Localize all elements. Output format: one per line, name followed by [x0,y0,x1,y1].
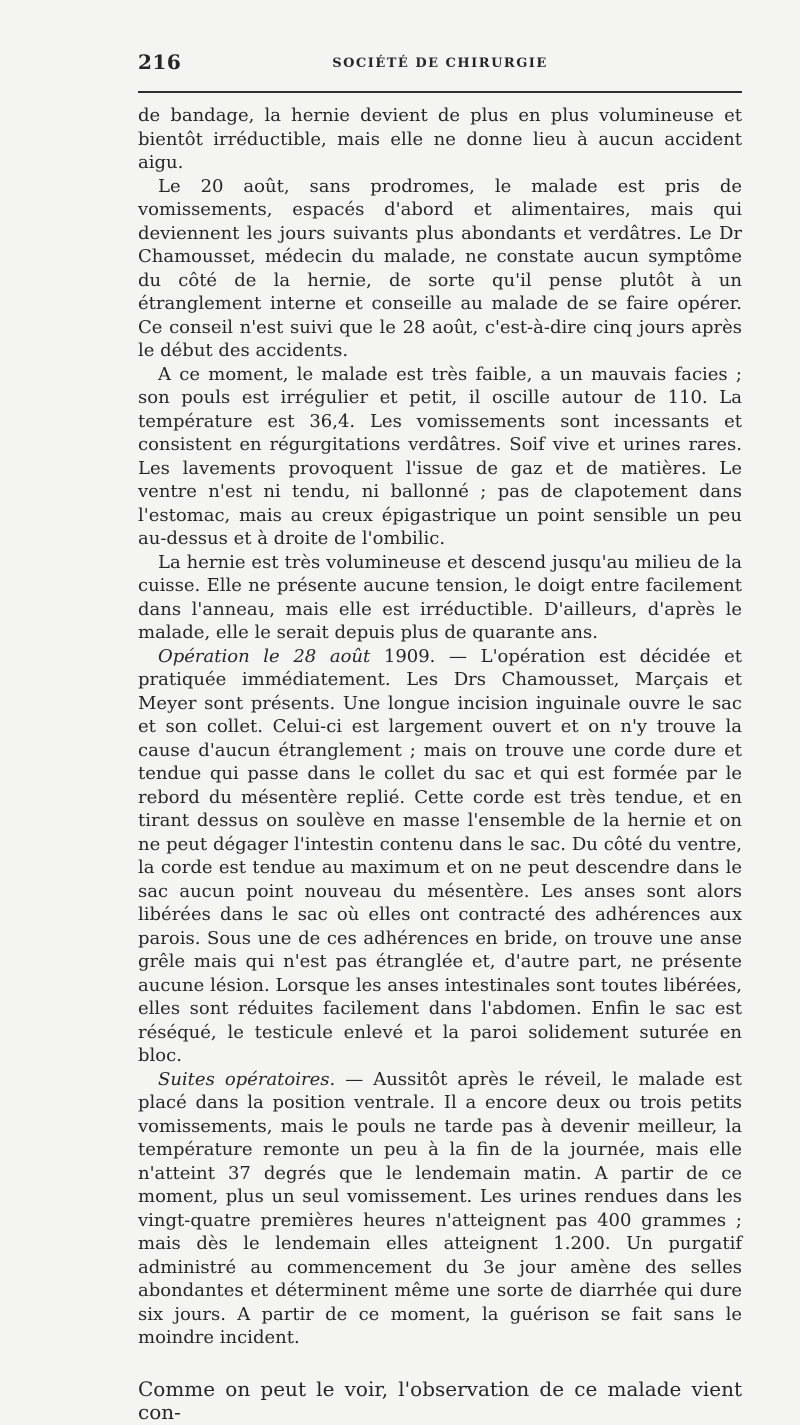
paragraph-text: A ce moment, le malade est très faible, a un mauvais facies ; son pouls est irrégulier et petit, il oscille autour de 110. La température est 36,4. Les vomissements sont incessants et consistent en régurgitations verdâtres. Soif vive et urines rares. Les lavements provoquent l'issue de gaz et de matières. Le ventre n'est ni tendu, ni ballonné ; pas de clapotement dans l'estomac, mais au creux épigastrique un point sensible un peu au-dessus et à droite de l'ombilic. [138,363,742,549]
paragraph-text: 1909. — L'opération est décidée et pratiquée immédiatement. Les Drs Chamousset, Marçais et Meyer sont présents. Une longue incision inguinale ouvre le sac et son collet. Celui-ci est largement ouvert et on n'y trouve la cause d'aucun étranglement ; mais on trouve une corde dure et tendue qui passe dans le collet du sac et qui est formée par le rebord du mésentère replié. Cette corde est très tendue, et en tirant dessus on soulève en masse l'ensemble de la hernie et on ne peut dégager l'intestin contenu dans le sac. Du côté du ventre, la corde est tendue au maximum et on ne peut descendre dans le sac aucun point nouveau du mésentère. Les anses sont alors libérées dans le sac où elles ont contracté des adhérences aux parois. Sous une de ces adhérences en bride, on trouve une anse grêle mais qui n'est pas étranglée et, d'autre part, ne présente aucune lésion. Lorsque les anses intestinales sont toutes libérées, elles sont réduites facilement dans l'abdomen. Enfin le sac est réséqué, le testicule enlevé et la paroi solidement suturée en bloc. [138,645,743,1066]
paragraph-conclusion [138,1378,742,1425]
paragraph-hernia [138,551,742,645]
paragraph-operation [138,645,742,1068]
paragraph-admission [138,363,742,551]
header-rule [138,91,742,93]
running-title: SOCIÉTÉ DE CHIRURGIE [332,56,548,71]
page-number: 216 [138,50,182,74]
section-lead: Opération le 28 août [158,645,371,667]
paragraph-text: — Aussitôt après le réveil, le malade est placé dans la position ventrale. Il a encore deux ou trois petits vomissements, mais le pouls ne tarde pas à devenir meilleur, la température remonte un peu à la fin de la journée, mais elle n'atteint 37 degrés que le lendemain matin. A partir de ce moment, plus un seul vomissement. Les urines rendues dans les vingt-quatre premières heures n'atteignent pas 400 grammes ; mais dès le lendemain elles atteignent 1.200. Un purgatif administré au commencement du 3e jour amène des selles abondantes et déterminent même une sorte de diarrhée qui dure six jours. A partir de ce moment, la guérison se fait sans le moindre incident. [138,1068,742,1348]
paragraph-continuation [138,104,742,175]
body-text [138,104,742,1425]
page-header [138,50,742,74]
paragraph-text: de bandage, la hernie devient de plus en plus volumineuse et bientôt irréductible, mais elle ne donne lieu à aucun accident aigu. [138,105,742,173]
paragraph-text: La hernie est très volumineuse et descend jusqu'au milieu de la cuisse. Elle ne présente aucune tension, le doigt entre facilement dans l'anneau, mais elle est irréductible. D'ailleurs, d'après le malade, elle le serait depuis plus de quarante ans. [138,551,742,643]
paragraph-onset [138,175,742,363]
paragraph-text: Comme on peut le voir, l'observation de ce malade vient con- [138,1376,742,1424]
paragraph-postop [138,1068,742,1350]
paragraph-text: Le 20 août, sans prodromes, le malade est pris de vomissements, espacés d'abord et alimentaires, mais qui deviennent les jours suivants plus abondants et verdâtres. Le Dr Chamousset, médecin du malade, ne constate aucun symptôme du côté de la hernie, de sorte qu'il pense plutôt à un étranglement interne et conseille au malade de se faire opérer. Ce conseil n'est suivi que le 28 août, c'est-à-dire cinq jours après le début des accidents. [138,175,742,361]
section-lead: Suites opératoires. [158,1068,336,1090]
